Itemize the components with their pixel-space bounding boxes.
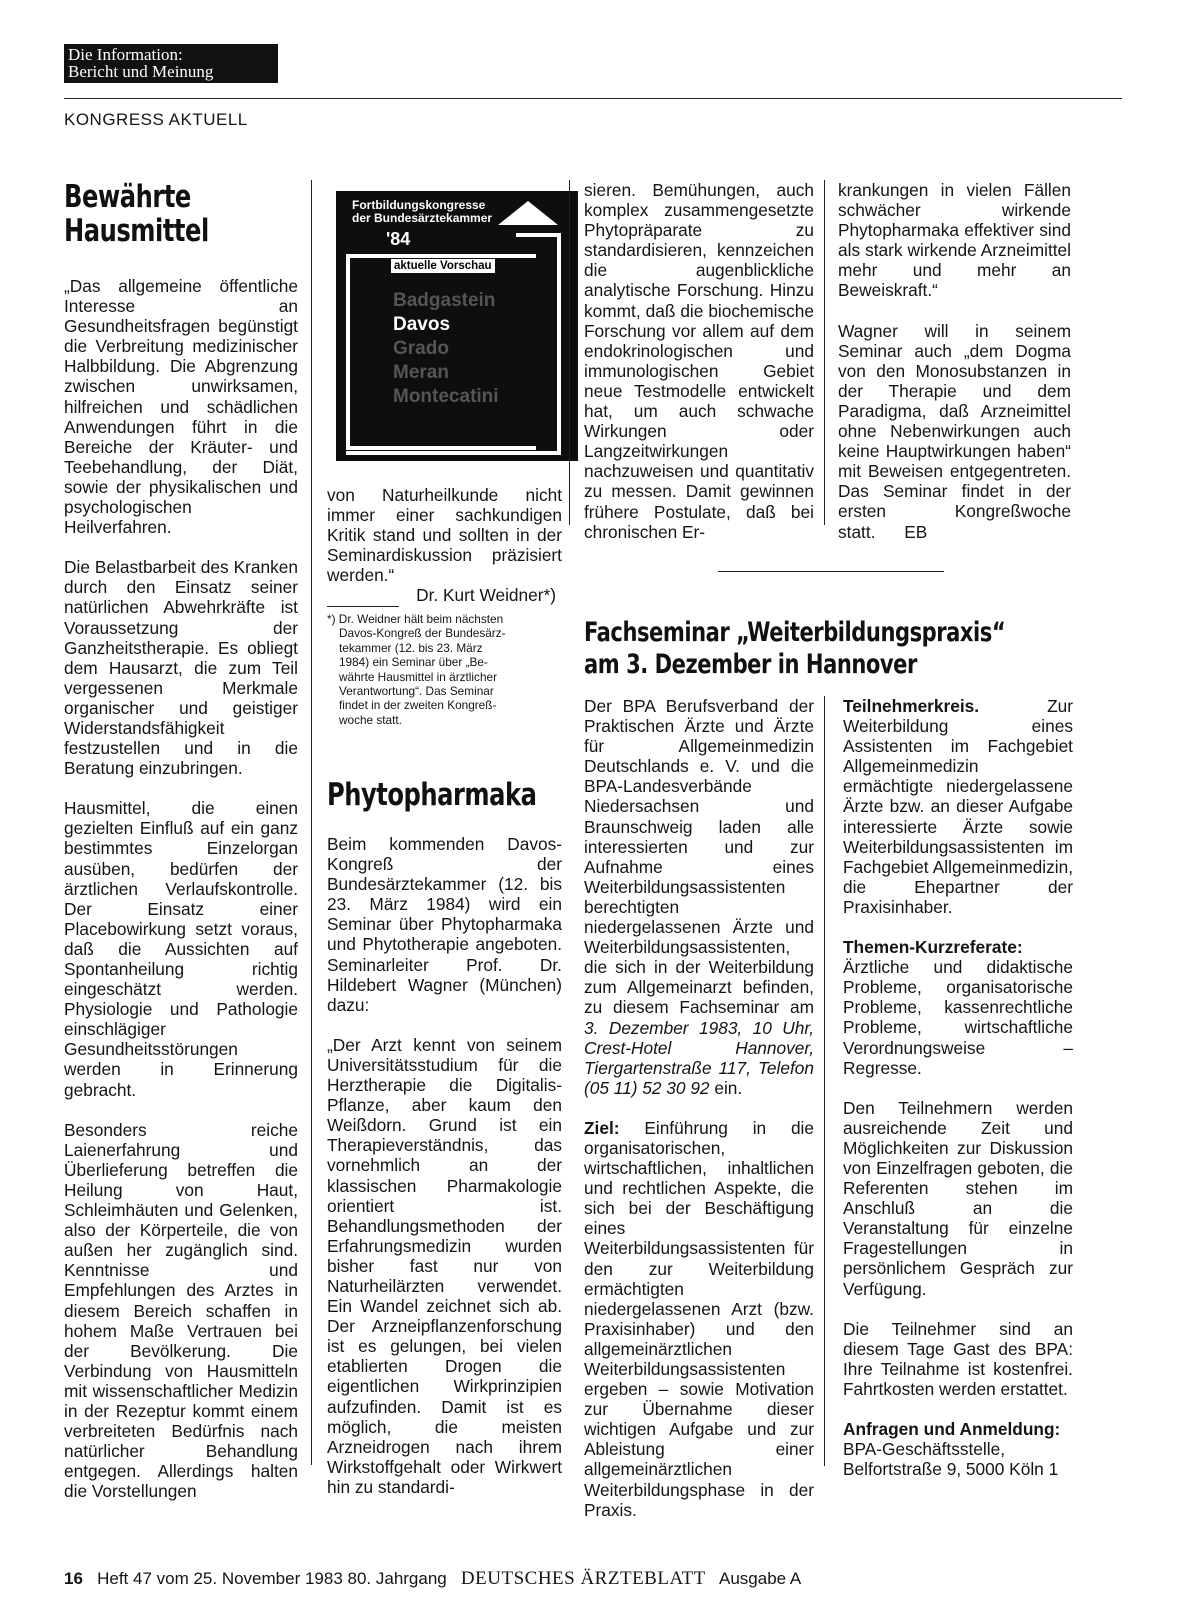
article3-paragraph	[843, 937, 1073, 1078]
article2-paragraph	[838, 321, 1071, 542]
article2-paragraph: Beim kommenden Davos-Kongreß der Bundesärztekammer (12. bis 23. März 1984) wird ein Seminar über Phytopharmaka und Phytotherapie angeboten. Seminarleiter Prof. Dr. Hildebert Wagner (München) dazu:	[327, 834, 562, 1015]
article2-column2	[327, 834, 562, 1497]
column-divider	[824, 180, 825, 525]
article1-paragraph: von Naturheilkunde nicht immer einer sachkundigen Kritik stand und sollten in der Seminardiskussion präzisiert werden.“	[327, 485, 562, 586]
footnote-line: währte Hausmittel in ärztlicher	[339, 669, 498, 684]
article1-signature: Dr. Kurt Weidner*)	[416, 585, 556, 606]
article3-anfragen-text: BPA-Geschäftsstelle, Belfortstraße 9, 5000 Köln 1	[843, 1439, 1059, 1480]
page-footer	[64, 1568, 801, 1590]
promo-frame	[516, 233, 561, 237]
edition: Ausgabe A	[719, 1569, 802, 1588]
article3-title-line1: Fachseminar „Weiterbildungspraxis“	[584, 617, 1006, 648]
header-rule	[64, 98, 1122, 99]
article1-paragraph: Hausmittel, die einen gezielten Einfluß auf ein ganz bestimmtes Einzelorgan ausüben, bedürfen der ärztlichen Verlaufskontrolle. Der Einsatz einer Placebowirkung setzt voraus, daß die Aussichten auf Spontanheilung richtig eingeschätzt werden. Physiologie und Pathologie einschlägiger Gesundheitsstörungen werden in Erinnerung gebracht.	[64, 798, 298, 1100]
article3-title	[584, 617, 1005, 681]
article3-paragraph	[584, 1118, 814, 1520]
kicker: KONGRESS AKTUELL	[64, 110, 248, 129]
article2-title: Phytopharmaka	[327, 777, 537, 813]
column-divider	[824, 696, 825, 1466]
promo-heading	[352, 199, 492, 225]
column-divider	[569, 180, 570, 525]
article3-paragraph	[584, 696, 814, 1098]
article1-paragraph: „Das allgemeine öffentliche Interesse an Gesundheitsfragen begünstigt die Verbreitung medizinischer Halbbildung. Die Abgrenzung zwischen unwirksamen, hilfreichen und schädlichen Anwendungen führt in die Bereiche der Kräuter- und Teebehandlung, der Diät, sowie der physikalischen und psychologischen Heilverfahren.	[64, 276, 298, 538]
article2-initials: EB	[904, 521, 928, 542]
footnote-line: findet in der zweiten Kongreß-	[339, 698, 497, 713]
promo-year: '84	[386, 229, 411, 249]
article3-teil-label: Teilnehmerkreis.	[843, 696, 980, 716]
footnote-line: Verantwortung“. Das Seminar	[339, 684, 494, 699]
article3-ziel-text: Einführung in die organisatorischen, wirtschaftlichen, inhaltlichen und rechtlichen Aspekte, die sich bei der Beschäftigung eines Weiterbildungsassistenten für den zur Weiterbildung ermächtigten niedergelassenen Arzt (bzw. Praxisinhaber) und den allgemeinärztlichen Weiterbildungsassistenten ergeben – sowie Motivation zur Übernahme dieser wichtigen Aufgabe und zur Ableistung einer allgemeinärztlichen Weiterbildungsphase in der Praxis.	[584, 1117, 814, 1520]
article3-title-line2: am 3. Dezember in Hannover	[584, 649, 917, 680]
promo-city: Montecatini	[393, 386, 499, 407]
article3-anfragen-label: Anfragen und Anmeldung:	[843, 1419, 1061, 1439]
article3-column3	[584, 696, 814, 1520]
promo-city-list	[393, 289, 499, 409]
article3-intro-end: ein.	[714, 1077, 743, 1098]
article3-paragraph	[843, 696, 1073, 917]
section-label-line2: Bericht und Meinung	[68, 62, 214, 81]
article2-closing-text: Wagner will in seinem Seminar auch „dem Dogma von den Monosubstanzen in der Therapie und dem Paradigma, daß Arzneimittel ohne Nebenwirkungen auch keine Hauptwirkungen haben“ mit Beweisen entgegentreten. Das Seminar findet in der ersten Kongreßwoche statt.	[838, 320, 1071, 542]
promo-frame	[557, 233, 561, 455]
promo-line1: Fortbildungskongresse	[352, 198, 486, 212]
article3-themen-label: Themen-Kurzreferate:	[843, 937, 1023, 958]
article2-column3	[584, 180, 814, 542]
article3-paragraph: Die Teilnehmer sind an diesem Tage Gast des BPA: Ihre Teilnahme ist kostenfrei. Fahrtkosten werden erstattet.	[843, 1318, 1073, 1399]
article2-paragraph: „Der Arzt kennt von seinem Universitätsstudium für die Herztherapie die Digitalis-Pflanze, aber kaum den Weißdorn. Grund ist ein Therapieverständnis, das vornehmlich an der klassischen Pharmakologie orientiert ist. Behandlungsmethoden der Erfahrungsmedizin wurden bisher fast nur von Naturheilärzten verwendet. Ein Wandel zeichnet sich ab. Der Arzneipflanzenforschung ist es gelungen, bei vielen etablierten Drogen die eigentlichen Wirkprinzipien aufzufinden. Damit ist es möglich, die meisten Arzneidrogen nach ihrem Wirkstoffgehalt oder Wirkwert hin zu standardi-	[327, 1034, 562, 1497]
promo-tag: aktuelle Vorschau	[391, 259, 495, 273]
column-divider	[311, 180, 312, 1465]
article3-paragraph: Den Teilnehmern werden ausreichende Zeit und Möglichkeiten zur Diskussion von Einzelfragen geboten, die Referenten stehen im Anschluß an die Veranstaltung für einzelne Fragestellungen in persönlichem Gespräch zur Verfügung.	[843, 1097, 1073, 1299]
article2-column4	[838, 180, 1071, 542]
arrow-up-icon	[498, 201, 558, 225]
article3-column4	[843, 696, 1073, 1479]
footnote-line: woche statt.	[339, 712, 402, 727]
section-label-line1: Die Information:	[68, 45, 183, 64]
article3-intro: Der BPA Berufsverband der Praktischen Ärzte und Ärzte für Allgemeinmedizin Deutschlands e. V. und die BPA-Landesverbände Niedersachsen und Braunschweig laden alle interessierten und zur Aufnahme eines Weiterbildungsassistenten berechtigten niedergelassenen Ärzte und Weiterbildungsassistenten, die sich in der Weiterbildung zum Allgemeinarzt befinden, zu diesem Fachseminar am	[584, 696, 814, 1018]
article3-ziel-label: Ziel:	[584, 1117, 620, 1138]
footnote-line: tekammer (12. bis 23. März	[339, 640, 483, 655]
promo-line2: der Bundesärztekammer	[352, 211, 493, 225]
footnote-line: *) Dr. Weidner hält beim nächsten	[327, 612, 504, 626]
footnote-line: 1984) ein Seminar über „Be-	[339, 655, 488, 670]
article1-footnote	[327, 612, 563, 727]
section-divider	[718, 571, 944, 572]
promo-city-highlighted: Davos	[393, 314, 451, 335]
article1-paragraph: Besonders reiche Laienerfahrung und Überlieferung betreffen die Heilung von Haut, Schleimhäuten und Gelenken, also der Körperteile, die von außen her zugänglich sind. Kenntnisse und Empfehlungen des Arztes in diesem Bereich schaffen in hohem Maße Vertrauen bei der Bevölkerung. Die Verbindung von Hausmitteln mit wissenschaftlicher Medizin in der Rezeptur kommt einem verbreiteten Bedürfnis nach natürlicher Behandlung entgegen. Allerdings halten die Vorstellungen	[64, 1119, 298, 1502]
footnote-line: Davos-Kongreß der Bundesärz-	[339, 626, 506, 641]
congress-promo-graphic	[336, 191, 578, 461]
section-label-box	[64, 44, 278, 83]
article1-title	[64, 180, 209, 248]
article1-title-line1: Bewährte	[64, 179, 191, 215]
promo-city: Meran	[393, 362, 449, 383]
promo-city: Badgastein	[393, 290, 496, 311]
article3-venue: 3. Dezember 1983, 10 Uhr, Crest-Hotel Hannover, Tiergartenstraße 117, Telefon (05 11) 52 30 92	[584, 1017, 814, 1098]
article3-teil-text: Zur Weiterbildung eines Assistenten im Fachgebiet Allgemeinmedizin ermächtigte niedergelassene Ärzte bzw. an dieser Aufgabe interessierte Ärzte sowie Weiterbildungsassistenten im Fachgebiet Allgemeinmedizin, die Ehepartner der Praxisinhaber.	[843, 696, 1073, 917]
article3-themen-text: Ärztliche und didaktische Probleme, organisatorische Probleme, kassenrechtliche Probleme, wirtschaftliche Verordnungsweise – Regresse.	[843, 957, 1073, 1078]
article1-title-line2: Hausmittel	[64, 213, 209, 249]
article2-paragraph: sieren. Bemühungen, auch komplex zusammengesetzte Phytopräparate zu standardisieren, kennzeichen die augenblickliche analytische Forschung. Hinzu kommt, daß die biochemische Forschung vor allem auf dem endokrinologischen und immunologischen Gebiet neue Testmodelle entwickelt hat, um auch schwache Wirkungen oder Langzeitwirkungen nachzuweisen und quantitativ zu messen. Damit gewinnen frühere Postulate, daß bei chronischen Er-	[584, 180, 814, 542]
promo-frame	[346, 451, 561, 455]
journal-name: DEUTSCHES ÄRZTEBLATT	[460, 1568, 706, 1589]
article1-column1	[64, 276, 298, 1501]
promo-city: Grado	[393, 338, 449, 359]
issue-info: Heft 47 vom 25. November 1983 80. Jahrgang	[97, 1569, 447, 1588]
article2-paragraph: krankungen in vielen Fällen schwächer wirkende Phytopharmaka effektiver sind als stark wirkende Arzneimittel mehr und mehr an Beweiskraft.“	[838, 180, 1071, 301]
article1-paragraph: Die Belastbarbeit des Kranken durch den Einsatz seiner natürlichen Abwehrkräfte ist Voraussetzung der Ganzheitstherapie. Es obliegt dem Hausarzt, die zum Teil vergessenen Merkmale organischer und geistiger Widerstandsfähigkeit festzustellen und in die Beratung einzubringen.	[64, 557, 298, 779]
footnote-rule	[327, 606, 399, 607]
page-number: 16	[64, 1569, 83, 1588]
article3-paragraph	[843, 1419, 1073, 1479]
article1-continuation	[327, 485, 562, 606]
